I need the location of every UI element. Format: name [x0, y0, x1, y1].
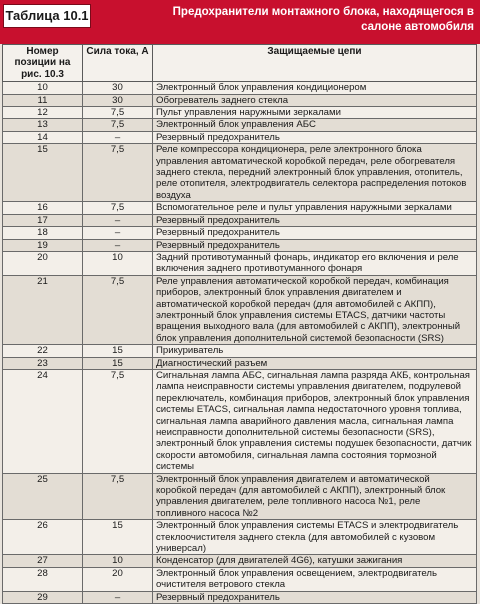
fuse-circuits-cell: Электронный блок управления освещением, электродвигатель очистителя ветрового стекла: [153, 567, 477, 591]
fuse-position-cell: 17: [3, 214, 83, 226]
column-header-current: Сила тока, А: [83, 45, 153, 82]
table-row: [3, 94, 477, 106]
fuse-position-cell: 19: [3, 239, 83, 251]
fuse-position-cell: 28: [3, 567, 83, 591]
fuse-circuits-cell: Резервный предохранитель: [153, 214, 477, 226]
table-row: [3, 144, 477, 202]
fuse-current-cell: 7,5: [83, 369, 153, 473]
fuse-circuits-cell: Сигнальная лампа АБС, сигнальная лампа разряда АКБ, контрольная лампа неисправности системы управления двигателем, подрулевой переключатель, комбинация приборов, электронный блок управления системы ETACS, сигнальная лампа недостаточного уровня топлива, сигнальная лампа аварийного давления масла, сигнальная лампа неисправности дополнительной системы безопасности (SRS), электронный блок управления системы подушек безопасности, датчик скорости автомобиля, сигнальная лампа состояния тормозной системы: [153, 369, 477, 473]
fuse-current-cell: 15: [83, 345, 153, 357]
fuse-position-cell: 13: [3, 119, 83, 131]
fuse-circuits-cell: Резервный предохранитель: [153, 591, 477, 603]
fuse-position-cell: 11: [3, 94, 83, 106]
fuse-current-cell: –: [83, 131, 153, 143]
fuse-current-cell: –: [83, 591, 153, 603]
fuse-position-cell: 21: [3, 275, 83, 344]
fuse-circuits-cell: Прикуриватель: [153, 345, 477, 357]
fuse-current-cell: 15: [83, 520, 153, 555]
fuse-circuits-cell: Вспомогательное реле и пульт управления наружными зеркалами: [153, 202, 477, 214]
table-row: [3, 214, 477, 226]
fuse-current-cell: 7,5: [83, 107, 153, 119]
fuse-current-cell: 10: [83, 555, 153, 567]
table-row: [3, 275, 477, 344]
fuse-position-cell: 14: [3, 131, 83, 143]
fuse-circuits-cell: Реле компрессора кондиционера, реле электронного блока управления автоматической коробкой передач, реле обогревателя заднего стекла, передний электронный блок управления, отопитель, реле отопителя, электродвигатель селектора распределения потоков воздуха: [153, 144, 477, 202]
fuse-current-cell: –: [83, 214, 153, 226]
table-row: [3, 357, 477, 369]
fuse-circuits-cell: Конденсатор (для двигателей 4G6), катушки зажигания: [153, 555, 477, 567]
table-row: [3, 555, 477, 567]
fuse-circuits-cell: Реле управления автоматической коробкой передач, комбинация приборов, электронный блок управления двигателем и автоматической коробкой передач (для автомобилей с АКПП), электронный блок управления системы ETACS, датчики частоты вращения выходного вала (для автомобилей с АКПП), электронный блок управления дополнительной системой безопасности (SRS): [153, 275, 477, 344]
fuse-current-cell: 7,5: [83, 119, 153, 131]
fuse-table: [2, 44, 477, 604]
fuse-circuits-cell: Задний противотуманный фонарь, индикатор его включения и реле включения заднего противотуманного фонаря: [153, 251, 477, 275]
fuse-current-cell: 7,5: [83, 202, 153, 214]
fuse-position-cell: 25: [3, 473, 83, 520]
fuse-circuits-cell: Обогреватель заднего стекла: [153, 94, 477, 106]
table-row: [3, 520, 477, 555]
table-row: [3, 591, 477, 603]
fuse-position-cell: 15: [3, 144, 83, 202]
fuse-current-cell: 7,5: [83, 275, 153, 344]
table-row: [3, 202, 477, 214]
column-header-circuits: Защищаемые цепи: [153, 45, 477, 82]
fuse-position-cell: 23: [3, 357, 83, 369]
table-body: [3, 82, 477, 604]
fuse-circuits-cell: Резервный предохранитель: [153, 131, 477, 143]
fuse-current-cell: 30: [83, 82, 153, 94]
table-row: [3, 227, 477, 239]
fuse-position-cell: 10: [3, 82, 83, 94]
fuse-current-cell: –: [83, 227, 153, 239]
table-row: [3, 131, 477, 143]
fuse-position-cell: 22: [3, 345, 83, 357]
table-row: [3, 119, 477, 131]
fuse-current-cell: 10: [83, 251, 153, 275]
table-row: [3, 567, 477, 591]
table-row: [3, 82, 477, 94]
fuse-current-cell: –: [83, 239, 153, 251]
table-row: [3, 473, 477, 520]
table-row: [3, 107, 477, 119]
fuse-circuits-cell: Резервный предохранитель: [153, 239, 477, 251]
fuse-circuits-cell: Электронный блок управления системы ETACS и электродвигатель стеклоочистителя заднего стекла (для автомобилей с кузовом универсал): [153, 520, 477, 555]
fuse-circuits-cell: Пульт управления наружными зеркалами: [153, 107, 477, 119]
fuse-position-cell: 29: [3, 591, 83, 603]
fuse-circuits-cell: Электронный блок управления двигателем и автоматической коробкой передач (для автомобилей с АКПП), электронный блок управления двигателем, реле топливного насоса №1, реле топливного насоса №2: [153, 473, 477, 520]
fuse-current-cell: 7,5: [83, 144, 153, 202]
fuse-position-cell: 27: [3, 555, 83, 567]
table-row: [3, 369, 477, 473]
fuse-position-cell: 24: [3, 369, 83, 473]
table-header-row: [3, 45, 477, 82]
table-row: [3, 345, 477, 357]
table-title: Предохранители монтажного блока, находящегося в салоне автомобиля: [172, 6, 474, 33]
fuse-current-cell: 30: [83, 94, 153, 106]
fuse-current-cell: 20: [83, 567, 153, 591]
fuse-position-cell: 18: [3, 227, 83, 239]
fuse-position-cell: 12: [3, 107, 83, 119]
fuse-position-cell: 26: [3, 520, 83, 555]
fuse-position-cell: 16: [3, 202, 83, 214]
fuse-circuits-cell: Резервный предохранитель: [153, 227, 477, 239]
table-row: [3, 239, 477, 251]
fuse-current-cell: 7,5: [83, 473, 153, 520]
fuse-circuits-cell: Электронный блок управления АБС: [153, 119, 477, 131]
fuse-current-cell: 15: [83, 357, 153, 369]
fuse-position-cell: 20: [3, 251, 83, 275]
fuse-circuits-cell: Диагностический разъем: [153, 357, 477, 369]
table-number-label: Таблица 10.1: [3, 4, 91, 28]
table-row: [3, 251, 477, 275]
column-header-position: Номер позиции на рис. 10.3: [3, 45, 83, 82]
table-header-banner: [0, 0, 480, 44]
fuse-circuits-cell: Электронный блок управления кондиционером: [153, 82, 477, 94]
